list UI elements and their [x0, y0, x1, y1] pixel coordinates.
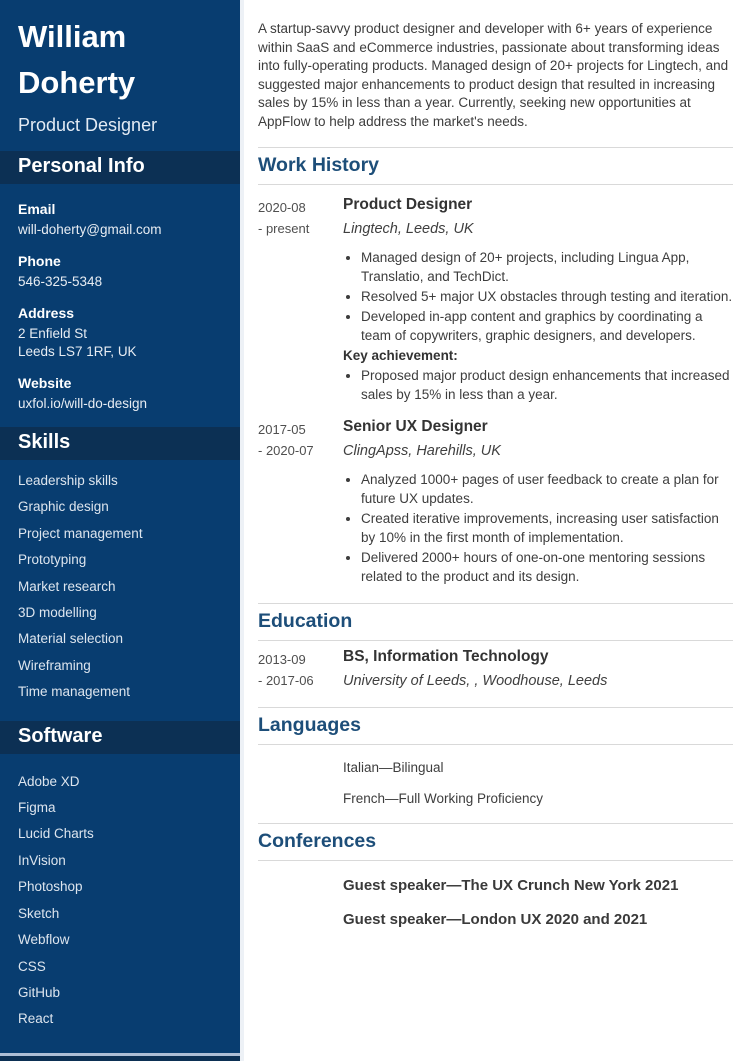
job-bullet: • Created iterative improvements, increasing user satisfaction by 10% in the first month of implementation.	[361, 509, 733, 547]
software-item: Lucid Charts	[18, 826, 94, 842]
skills-list	[0, 468, 240, 706]
work-entry-body	[343, 417, 733, 587]
job-bullets	[343, 248, 733, 345]
date-start: 2013-09	[258, 652, 306, 667]
education-entry-dates	[258, 647, 343, 691]
work-history-section-header	[258, 147, 733, 185]
languages-section-header	[258, 707, 733, 745]
personal-info-fields	[0, 184, 240, 412]
date-end: - 2020-07	[258, 443, 314, 458]
company-name: Lingtech, Leeds, UK	[343, 221, 474, 237]
skills-heading: Skills	[0, 427, 240, 460]
job-bullet: • Resolved 5+ major UX obstacles through testing and iteration.	[361, 287, 733, 306]
key-achievement-bullet: • Proposed major product design enhancements that increased sales by 15% in less than a year.	[361, 366, 733, 404]
software-item: Adobe XD	[18, 773, 80, 789]
education-heading: Education	[258, 610, 353, 632]
skill-item: Prototyping	[18, 552, 87, 568]
languages-heading: Languages	[258, 714, 361, 736]
skill-item: 3D modelling	[18, 605, 97, 621]
address-line-1: 2 Enfield St	[18, 326, 88, 341]
conference-item: Guest speaker—The UX Crunch New York 2021	[343, 877, 679, 894]
address-line-2: Leeds LS7 1RF, UK	[18, 344, 137, 359]
page-edge-shadow	[240, 0, 244, 1061]
job-title: Senior UX Designer	[343, 418, 488, 435]
candidate-job-title: Product Designer	[18, 115, 158, 135]
degree-name: BS, Information Technology	[343, 648, 549, 665]
education-entry	[258, 647, 733, 691]
website-value: uxfol.io/will-do-design	[18, 396, 148, 411]
education-entry-body	[343, 647, 733, 691]
work-entry	[258, 417, 733, 587]
work-entry-dates	[258, 195, 343, 405]
website-label: Website	[18, 375, 72, 391]
company-name: ClingApss, Harehills, UK	[343, 443, 501, 459]
software-item: InVision	[18, 852, 66, 868]
job-bullet: • Managed design of 20+ projects, including Lingua App, Translatio, and TechDict.	[361, 248, 733, 286]
software-item: Figma	[18, 800, 56, 816]
languages-list	[343, 759, 733, 807]
skill-item: Project management	[18, 525, 143, 541]
work-entry	[258, 195, 733, 405]
conferences-section-header	[258, 823, 733, 861]
software-heading: Software	[0, 721, 240, 754]
candidate-name: William Doherty	[18, 19, 136, 100]
key-achievement-label: Key achievement:	[343, 348, 458, 363]
date-end: - 2017-06	[258, 673, 314, 688]
work-history-heading: Work History	[258, 154, 379, 176]
address-label: Address	[18, 305, 75, 321]
job-bullet: • Developed in-app content and graphics by coordinating a team of copywriters, graphic designers, and developers.	[361, 307, 733, 345]
key-achievement-bullets	[343, 366, 733, 404]
software-item: Photoshop	[18, 879, 83, 895]
personal-info-heading: Personal Info	[0, 151, 240, 184]
conference-item: Guest speaker—London UX 2020 and 2021	[343, 911, 648, 928]
job-bullets	[343, 470, 733, 586]
language-item: French—Full Working Proficiency	[343, 791, 544, 806]
phone-label: Phone	[18, 253, 61, 269]
work-entry-body	[343, 195, 733, 405]
software-item: GitHub	[18, 984, 61, 1000]
conferences-heading: Conferences	[258, 830, 377, 852]
email-value: will-doherty@gmail.com	[18, 222, 162, 237]
skill-item: Wireframing	[18, 657, 91, 673]
phone-value: 546-325-5348	[18, 274, 103, 289]
job-title: Product Designer	[343, 196, 473, 213]
sidebar	[0, 0, 240, 1053]
date-start: 2020-08	[258, 200, 306, 215]
job-bullet: • Analyzed 1000+ pages of user feedback to create a plan for future UX updates.	[361, 470, 733, 508]
education-section-header	[258, 603, 733, 641]
date-end: - present	[258, 221, 310, 236]
skill-item: Time management	[18, 684, 131, 700]
main-content	[240, 0, 750, 1061]
language-item: Italian—Bilingual	[343, 760, 444, 775]
software-list	[0, 769, 240, 1033]
sidebar-footer-strip	[0, 1056, 240, 1061]
software-item: React	[18, 1011, 54, 1027]
skill-item: Leadership skills	[18, 473, 118, 488]
date-start: 2017-05	[258, 422, 306, 437]
skill-item: Market research	[18, 578, 116, 594]
work-entry-dates	[258, 417, 343, 587]
email-label: Email	[18, 201, 56, 217]
software-item: Webflow	[18, 932, 70, 948]
skill-item: Graphic design	[18, 499, 109, 515]
job-bullet: • Delivered 2000+ hours of one-on-one mentoring sessions related to the product and its design.	[361, 548, 733, 586]
professional-summary: A startup-savvy product designer and developer with 6+ years of experience within SaaS and eCommerce industries, passionate about transforming ideas into fully-operating products. Managed design of 20+ projects for Lingtech, and suggested major enhancements to product design that resulted in increasing sales by 15% in less than a year. Currently, seeking new opportunities at AppFlow to help address the market's needs.	[258, 21, 729, 129]
software-item: Sketch	[18, 905, 60, 921]
software-item: CSS	[18, 958, 46, 974]
conferences-list	[343, 876, 733, 929]
skill-item: Material selection	[18, 631, 124, 647]
school-name: University of Leeds, , Woodhouse, Leeds	[343, 673, 608, 689]
